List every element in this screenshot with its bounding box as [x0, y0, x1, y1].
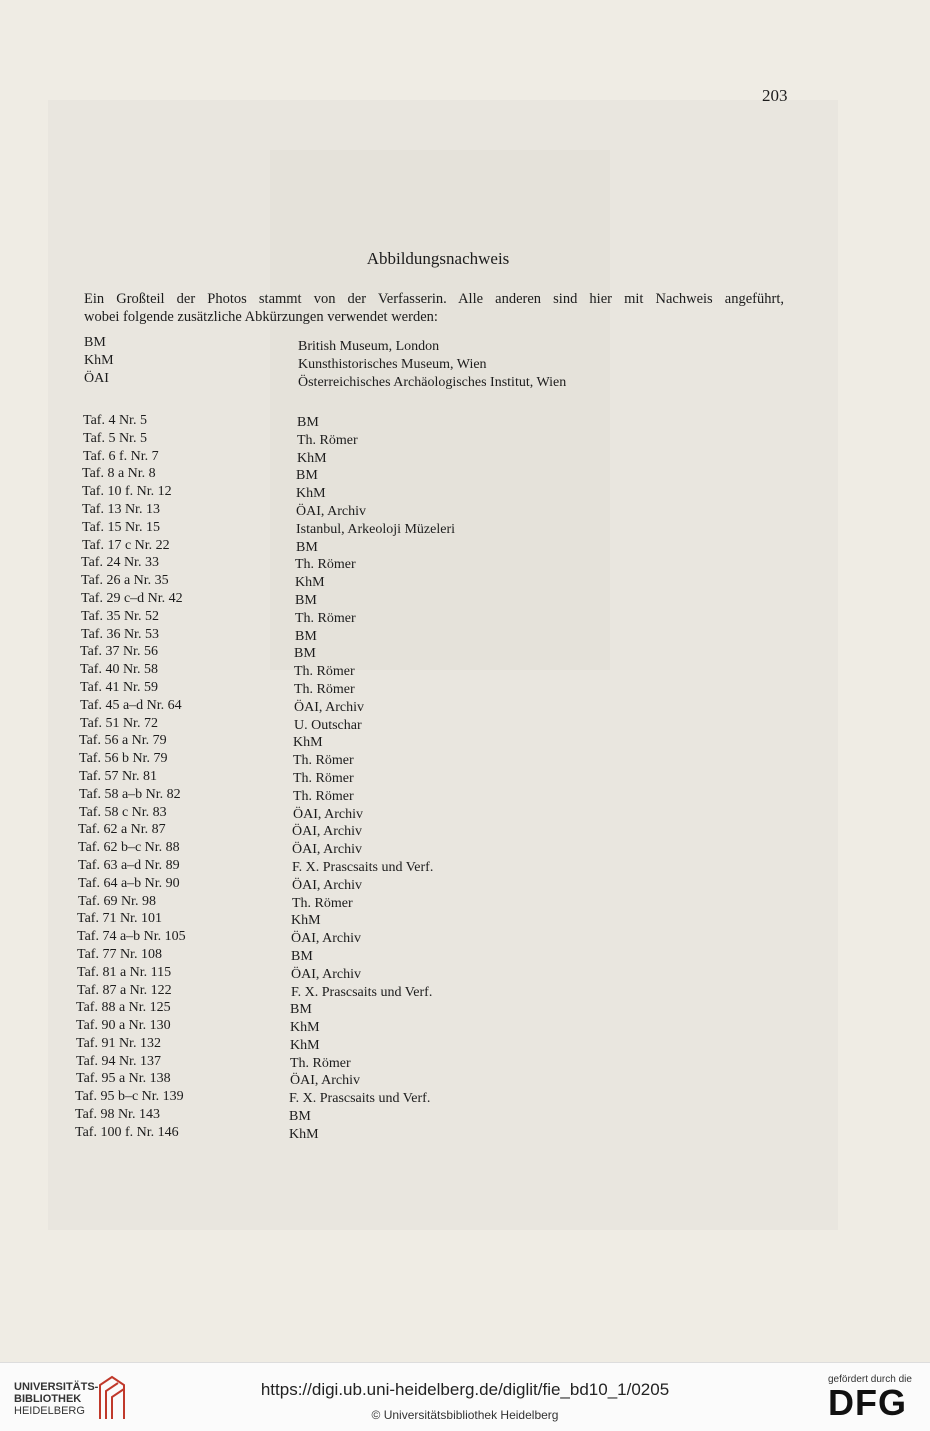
plate-reference: Taf. 24 Nr. 33 [81, 555, 159, 571]
plate-reference: Taf. 17 c Nr. 22 [82, 537, 170, 553]
intro-paragraph [84, 290, 784, 326]
abbreviation-key: KhM [84, 353, 114, 368]
plate-reference: Taf. 41 Nr. 59 [80, 679, 158, 695]
credit-row [0, 893, 930, 911]
photo-source: BM [296, 539, 318, 555]
plate-reference: Taf. 5 Nr. 5 [83, 430, 147, 446]
plate-reference: Taf. 74 a–b Nr. 105 [77, 929, 186, 945]
credit-row [0, 430, 930, 448]
photo-source: BM [297, 415, 319, 430]
photo-source: ÖAI, Archiv [292, 877, 362, 893]
photo-source: F. X. Prascsaits und Verf. [291, 984, 433, 1000]
plate-reference: Taf. 56 b Nr. 79 [79, 751, 168, 767]
plate-reference: Taf. 6 f. Nr. 7 [83, 448, 159, 464]
photo-source: ÖAI, Archiv [291, 931, 361, 947]
credit-row [0, 608, 930, 626]
credit-row [0, 501, 930, 519]
photo-source: F. X. Prascsaits und Verf. [289, 1091, 431, 1107]
photo-source: F. X. Prascsaits und Verf. [292, 859, 434, 875]
photo-source: KhM [290, 1037, 320, 1053]
credit-row [0, 412, 930, 430]
credit-row [0, 732, 930, 750]
photo-source: U. Outschar [294, 717, 362, 733]
credit-row [0, 1053, 930, 1071]
plate-reference: Taf. 81 a Nr. 115 [77, 964, 172, 980]
plate-reference: Taf. 100 f. Nr. 146 [75, 1124, 179, 1140]
credit-row [0, 465, 930, 483]
plate-reference: Taf. 26 a Nr. 35 [81, 573, 169, 589]
plate-reference: Taf. 90 a Nr. 130 [76, 1018, 171, 1034]
credit-row [0, 857, 930, 875]
photo-source: KhM [291, 913, 321, 929]
photo-source: ÖAI, Archiv [292, 842, 362, 858]
credit-row [0, 946, 930, 964]
photo-source: Th. Römer [295, 610, 356, 626]
plate-reference: Taf. 62 a Nr. 87 [78, 822, 166, 838]
plate-reference: Taf. 69 Nr. 98 [78, 893, 156, 909]
credit-list [0, 412, 930, 1142]
credit-row [0, 768, 930, 786]
photo-source: Th. Römer [293, 788, 354, 804]
credit-row [0, 679, 930, 697]
credit-row [0, 1017, 930, 1035]
abbreviation-meaning: British Museum, London [298, 339, 440, 354]
credit-row [0, 964, 930, 982]
credit-row [0, 910, 930, 928]
plate-reference: Taf. 71 Nr. 101 [77, 911, 162, 927]
photo-source: BM [294, 646, 316, 662]
viewer-footer [0, 1362, 930, 1431]
plate-reference: Taf. 15 Nr. 15 [82, 519, 160, 535]
dfg-logo[interactable]: DFG [828, 1382, 907, 1423]
credit-row [0, 590, 930, 608]
plate-reference: Taf. 91 Nr. 132 [76, 1035, 161, 1051]
plate-reference: Taf. 8 a Nr. 8 [82, 466, 156, 482]
page-number: 203 [762, 86, 788, 105]
credit-row [0, 661, 930, 679]
page-title: Abbildungsnachweis [366, 249, 510, 268]
photo-source: KhM [295, 575, 325, 591]
copyright-notice: © Universitätsbibliothek Heidelberg [371, 1408, 559, 1422]
credit-row [0, 786, 930, 804]
credit-row [0, 1124, 930, 1142]
plate-reference: Taf. 56 a Nr. 79 [79, 733, 167, 749]
plate-reference: Taf. 58 c Nr. 83 [79, 804, 167, 820]
photo-source: ÖAI, Archiv [296, 503, 366, 519]
intro-line-2: wobei folgende zusätzliche Abkürzungen verwendet werden: [84, 309, 438, 325]
plate-reference: Taf. 87 a Nr. 122 [77, 982, 172, 998]
photo-source: KhM [290, 1020, 320, 1036]
credit-row [0, 1106, 930, 1124]
photo-source: Th. Römer [297, 432, 358, 448]
credit-row [0, 697, 930, 715]
university-library-logo[interactable]: UNIVERSITÄTS- BIBLIOTHEK HEIDELBERG [14, 1381, 99, 1417]
photo-source: BM [296, 468, 318, 484]
photo-source: KhM [289, 1126, 319, 1142]
photo-source: Th. Römer [292, 895, 353, 911]
photo-source: Th. Römer [294, 681, 355, 697]
plate-reference: Taf. 35 Nr. 52 [81, 608, 159, 624]
photo-source: ÖAI, Archiv [293, 806, 363, 822]
photo-source: KhM [297, 450, 327, 466]
photo-source: Th. Römer [293, 753, 354, 769]
abbreviation-meaning: Österreichisches Archäologisches Institut, Wien [298, 375, 567, 390]
photo-source: BM [289, 1109, 311, 1125]
credit-row [0, 483, 930, 501]
photo-source: ÖAI, Archiv [294, 699, 364, 715]
plate-reference: Taf. 98 Nr. 143 [75, 1107, 160, 1123]
photo-source: KhM [293, 735, 323, 751]
plate-reference: Taf. 4 Nr. 5 [83, 413, 147, 428]
credit-row [0, 643, 930, 661]
plate-reference: Taf. 51 Nr. 72 [80, 715, 158, 731]
intro-line-1: Ein Großteil der Photos stammt von der Verfasserin. Alle anderen sind hier mit Nachweis angeführt, [84, 291, 784, 307]
abbreviation-meaning: Kunsthistorisches Museum, Wien [298, 357, 487, 372]
photo-source: BM [291, 948, 313, 964]
abbreviation-key: ÖAI [84, 371, 109, 386]
plate-reference: Taf. 10 f. Nr. 12 [82, 484, 172, 500]
photo-source: Th. Römer [295, 557, 356, 573]
funder-label: gefördert durch die [828, 1374, 912, 1385]
photo-source: Th. Römer [294, 664, 355, 680]
credit-row [0, 804, 930, 822]
credit-row [0, 448, 930, 466]
plate-reference: Taf. 29 c–d Nr. 42 [81, 590, 183, 606]
photo-source: BM [295, 592, 317, 608]
photo-source: BM [295, 628, 317, 644]
credit-row [0, 928, 930, 946]
credit-row [0, 554, 930, 572]
abbreviation-key: BM [84, 335, 106, 350]
plate-reference: Taf. 37 Nr. 56 [80, 644, 158, 660]
credit-row [0, 750, 930, 768]
credit-row [0, 1035, 930, 1053]
photo-source: ÖAI, Archiv [290, 1073, 360, 1089]
plate-reference: Taf. 13 Nr. 13 [82, 501, 160, 517]
photo-source: Th. Römer [293, 770, 354, 786]
plate-reference: Taf. 58 a–b Nr. 82 [79, 786, 181, 802]
credit-row [0, 519, 930, 537]
plate-reference: Taf. 94 Nr. 137 [76, 1053, 161, 1069]
credit-row [0, 572, 930, 590]
credit-row [0, 839, 930, 857]
plate-reference: Taf. 95 b–c Nr. 139 [75, 1089, 184, 1105]
plate-reference: Taf. 57 Nr. 81 [79, 768, 157, 784]
photo-source: ÖAI, Archiv [292, 824, 362, 840]
credit-row [0, 999, 930, 1017]
plate-reference: Taf. 40 Nr. 58 [80, 662, 158, 678]
plate-reference: Taf. 77 Nr. 108 [77, 946, 162, 962]
photo-source: Th. Römer [290, 1055, 351, 1071]
credit-row [0, 626, 930, 644]
plate-reference: Taf. 88 a Nr. 125 [76, 1000, 171, 1016]
document-url-link[interactable]: https://digi.ub.uni-heidelberg.de/diglit/fie_bd10_1/0205 [260, 1380, 670, 1399]
photo-source: Istanbul, Arkeoloji Müzeleri [296, 521, 456, 537]
credit-row [0, 715, 930, 733]
credit-row [0, 537, 930, 555]
credit-row [0, 982, 930, 1000]
plate-reference: Taf. 63 a–d Nr. 89 [78, 857, 180, 873]
plate-reference: Taf. 64 a–b Nr. 90 [78, 875, 180, 891]
photo-source: BM [290, 1002, 312, 1018]
plate-reference: Taf. 36 Nr. 53 [81, 626, 159, 642]
credit-row [0, 1088, 930, 1106]
plate-reference: Taf. 95 a Nr. 138 [76, 1071, 171, 1087]
plate-reference: Taf. 62 b–c Nr. 88 [78, 840, 180, 856]
credit-row [0, 875, 930, 893]
credit-row [0, 821, 930, 839]
photo-source: KhM [296, 486, 326, 502]
plate-reference: Taf. 45 a–d Nr. 64 [80, 697, 182, 713]
photo-source: ÖAI, Archiv [291, 966, 361, 982]
credit-row [0, 1070, 930, 1088]
